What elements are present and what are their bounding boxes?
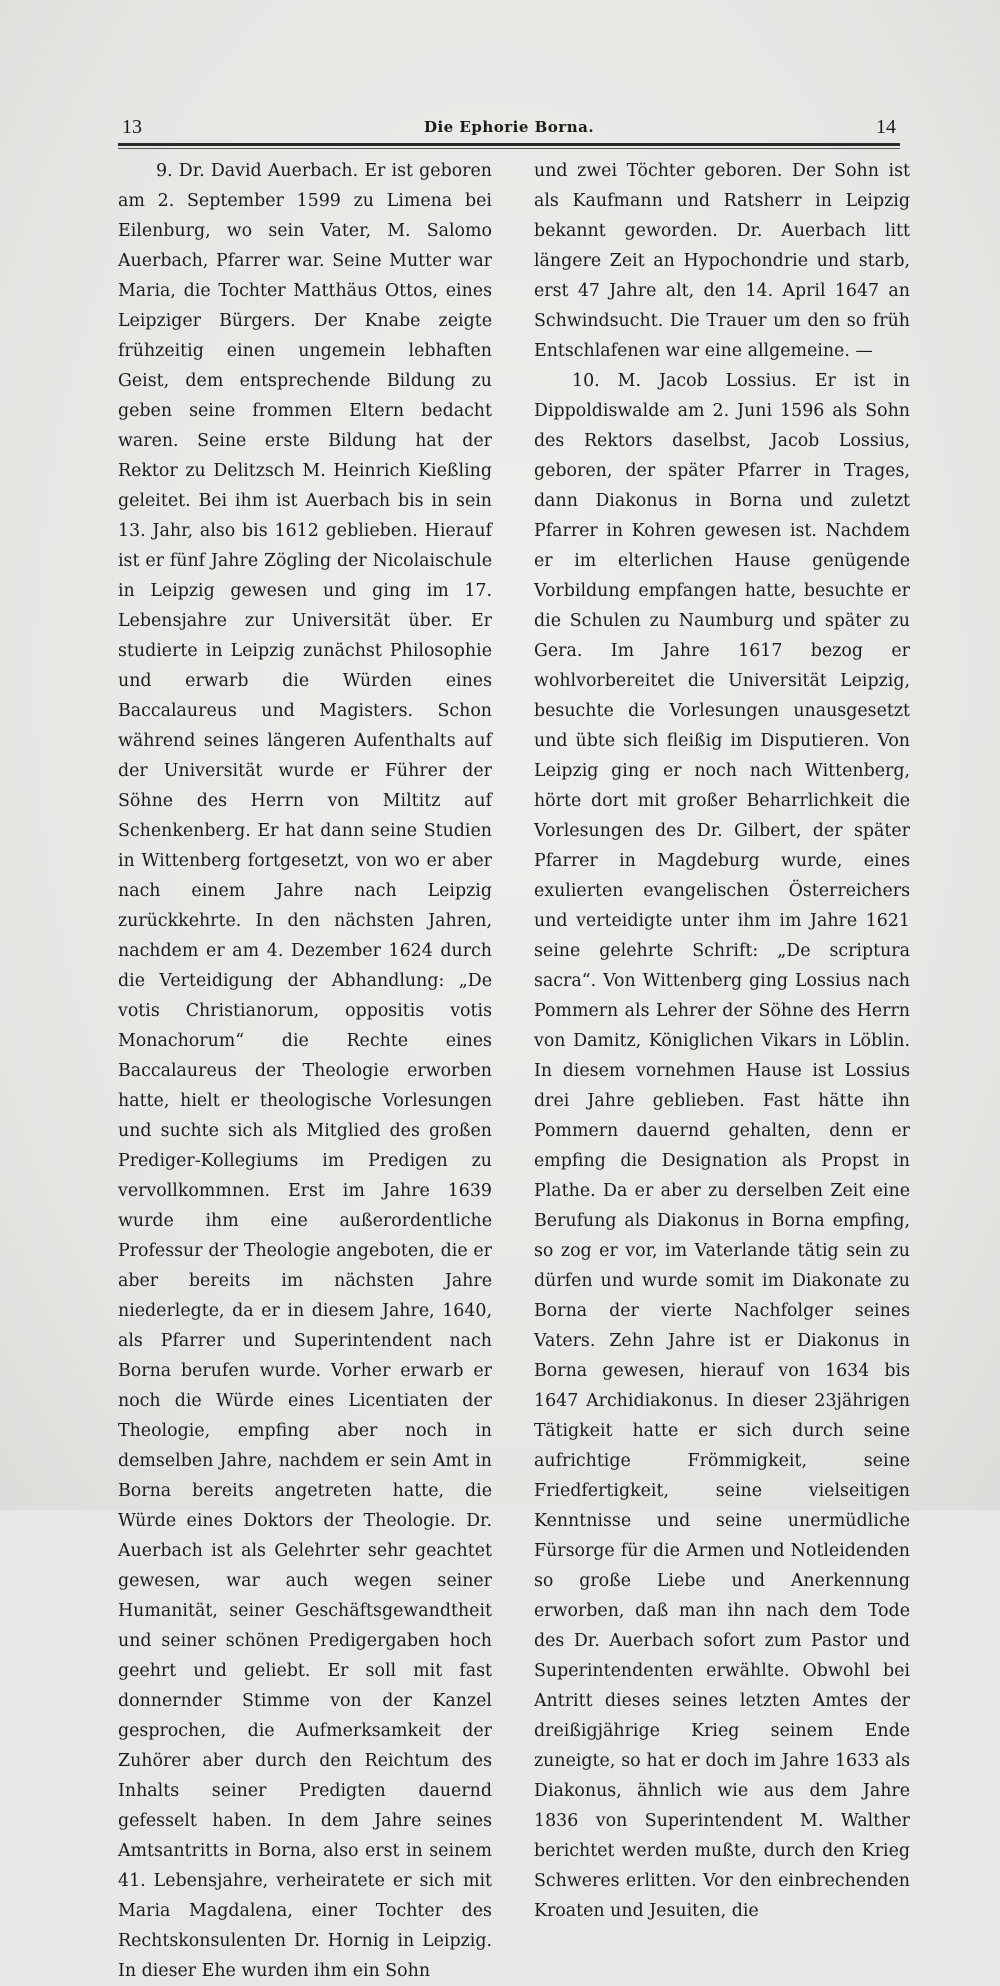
page-number-left: 13 bbox=[122, 116, 142, 138]
paragraph-lossius: 10. M. Jacob Lossius. Er ist in Dippoldiswalde am 2. Juni 1596 als Sohn des Rektors daselbst, Jacob Lossius, geboren, der später Pfarrer in Trages, dann Diakonus in Borna und zuletzt Pfarrer in Kohren gewesen ist. Nachdem er im elterlichen Hause genügende Vorbildung empfangen hatte, besuchte er die Schulen zu Naumburg und später zu Gera. Im Jahre 1617 bezog er wohlvorbereitet die Universität Leipzig, besuchte die Vorlesungen unausgesetzt und übte sich fleißig im Disputieren. Von Leipzig ging er noch nach Wittenberg, hörte dort mit großer Beharrlichkeit die Vorlesungen des Dr. Gilbert, der später Pfarrer in Magdeburg wurde, eines exulierten evangelischen Österreichers und verteidigte unter ihm im Jahre 1621 seine gelehrte Schrift: „De scriptura sacra“. Von Wittenberg ging Lossius nach Pommern als Lehrer der Söhne des Herrn von Damitz, Königlichen Vikars in Löblin. In diesem vornehmen Hause ist Lossius drei Jahre geblieben. Fast hätte ihn Pommern dauernd gehalten, denn er empfing die Designation als Propst in Plathe. Da er aber zu derselben Zeit eine Berufung als Diakonus in Borna empfing, so zog er vor, im Vaterlande tätig sein zu dürfen und wurde somit im Diakonate zu Borna der vierte Nachfolger seines Vaters. Zehn Jahre ist er Diakonus in Borna gewesen, hierauf von 1634 bis 1647 Archidiakonus. In dieser 23jährigen Tätigkeit hatte er sich durch seine aufrichtige Frömmigkeit, seine Friedfertigkeit, seine vielseitigen Kenntnisse und seine unermüdliche Fürsorge für die Armen und Notleidenden so große Liebe und Anerkennung erworben, daß man ihn nach dem Tode des Dr. Auerbach sofort zum Pastor und Superintendenten erwählte. Obwohl bei Antritt dieses seines letzten Amtes der dreißigjährige Krieg seinem Ende zuneigte, so hat er doch im Jahre 1633 als Diakonus, ähnlich wie aus dem Jahre 1836 von Superintendent M. Walther berichtet werden mußte, durch den Krieg Schweres erlitten. Vor den einbrechenden Kroaten und Jesuiten, die bbox=[534, 371, 910, 1921]
left-column bbox=[118, 156, 492, 1986]
right-column bbox=[534, 156, 910, 1926]
paragraph-auerbach-continued: und zwei Töchter geboren. Der Sohn ist als Kaufmann und Ratsherr in Leipzig bekannt geworden. Dr. Auerbach litt längere Zeit an Hypochondrie und starb, erst 47 Jahre alt, den 14. April 1647 an Schwindsucht. Die Trauer um den so früh Entschlafenen war eine allgemeine. — bbox=[534, 161, 910, 361]
paragraph-auerbach: 9. Dr. David Auerbach. Er ist geboren am 2. September 1599 zu Limena bei Eilenburg, wo sein Vater, M. Salomo Auerbach, Pfarrer war. Seine Mutter war Maria, die Tochter Matthäus Ottos, eines Leipziger Bürgers. Der Knabe zeigte frühzeitig einen ungemein lebhaften Geist, dem entsprechende Bildung zu geben seine frommen Eltern bedacht waren. Seine erste Bildung hat der Rektor zu Delitzsch M. Heinrich Kießling geleitet. Bei ihm ist Auerbach bis in sein 13. Jahr, also bis 1612 geblieben. Hierauf ist er fünf Jahre Zögling der Nicolaischule in Leipzig gewesen und ging im 17. Lebensjahre zur Universität über. Er studierte in Leipzig zunächst Philosophie und erwarb die Würden eines Baccalaureus und Magisters. Schon während seines längeren Aufenthalts auf der Universität wurde er Führer der Söhne des Herrn von Miltitz auf Schenkenberg. Er hat dann seine Studien in Wittenberg fortgesetzt, von wo er aber nach einem Jahre nach Leipzig zurückkehrte. In den nächsten Jahren, nachdem er am 4. Dezember 1624 durch die Verteidigung der Abhandlung: „De votis Christianorum, oppositis votis Monachorum“ die Rechte eines Baccalaureus der Theologie erworben hatte, hielt er theologische Vorlesungen und suchte sich als Mitglied des großen Prediger-Kollegiums im Predigen zu vervollkommnen. Erst im Jahre 1639 wurde ihm eine außerordentliche Professur der Theologie angeboten, die er aber bereits im nächsten Jahre niederlegte, da er in diesem Jahre, 1640, als Pfarrer und Superintendent nach Borna berufen wurde. Vorher erwarb er noch die Würde eines Licentiaten der Theologie, empfing aber noch in demselben Jahre, nachdem er sein Amt in Borna bereits angetreten hatte, die Würde eines Doktors der Theologie. Dr. Auerbach ist als Gelehrter sehr geachtet gewesen, war auch wegen seiner Humanität, seiner Geschäftsgewandtheit und seiner schönen Predigergaben hoch geehrt und geliebt. Er soll mit fast donnernder Stimme von der Kanzel gesprochen, die Aufmerksamkeit der Zuhörer aber durch den Reichtum des Inhalts seiner Predigten dauernd gefesselt haben. In dem Jahre seines Amtsantritts in Borna, also erst in seinem 41. Lebensjahre, verheiratete er sich mit Maria Magdalena, einer Tochter des Rechtskonsulenten Dr. Hornig in Leipzig. In dieser Ehe wurden ihm ein Sohn bbox=[118, 161, 492, 1981]
page-number-right: 14 bbox=[876, 116, 896, 138]
header-rule bbox=[118, 143, 900, 146]
running-title: Die Ephorie Borna. bbox=[423, 118, 595, 136]
header-rule-thin bbox=[118, 148, 900, 149]
page-header bbox=[118, 112, 900, 146]
